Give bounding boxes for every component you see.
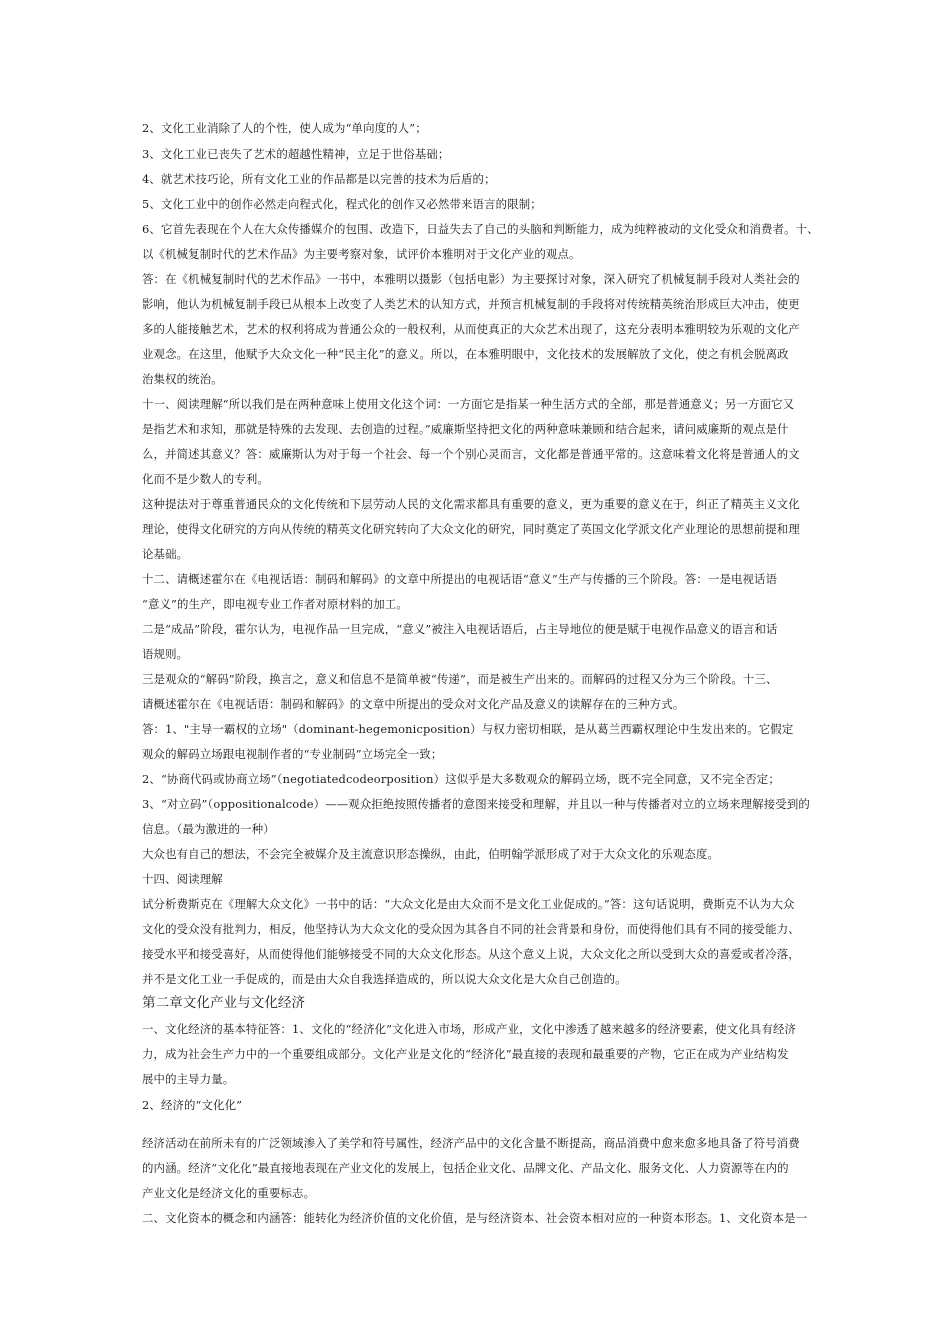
text-line: 以《机械复制时代的艺术作品》为主要考察对象，试评价本雅明对于文化产业的观点。 — [142, 247, 581, 261]
text-line: 十四、阅读理解 — [142, 872, 223, 886]
text-line: 试分析费斯克在《理解大众文化》一书中的话：“大众文化是由大众而不是文化工业促成的。”答：这句话说明，费斯克不认为大众 — [142, 897, 795, 911]
text-line: 理论，使得文化研究的方向从传统的精英文化研究转向了大众文化的研究，同时奠定了英国文化学派文化产业理论的思想前提和理 — [142, 522, 800, 536]
text-line: 力，成为社会生产力中的一个重要组成部分。文化产业是文化的“经济化”最直接的表现和最重要的产物，它正在成为产业结构发 — [142, 1047, 789, 1061]
text-line: 二、文化资本的概念和内涵答：能转化为经济价值的文化价值，是与经济资本、社会资本相对应的一种资本形态。1、文化资本是一 — [142, 1211, 808, 1225]
text-line: 3、文化工业已丧失了艺术的超越性精神，立足于世俗基础； — [142, 147, 450, 161]
text-line: 2、经济的“文化化” — [142, 1098, 243, 1112]
text-line: 接受水平和接受喜好，从而使得他们能够接受不同的大众文化形态。从这个意义上说，大众文化之所以受到大众的喜爱或者冷落， — [142, 947, 800, 961]
text-line: 大众也有自己的想法，不会完全被媒介及主流意识形态操纵，由此，伯明翰学派形成了对于大众文化的乐观态度。 — [142, 847, 720, 861]
text-line: 业观念。在这里，他赋予大众文化一种“民主化”的意义。所以，在本雅明眼中，文化技术的发展解放了文化，使之有机会脱离政 — [142, 347, 789, 361]
text-line: 治集权的统治。 — [142, 372, 223, 386]
text-line: 语规则。 — [142, 647, 189, 661]
text-line: 答：在《机械复制时代的艺术作品》一书中，本雅明以摄影（包括电影）为主要探讨对象，深入研究了机械复制手段对人类社会的 — [142, 272, 800, 286]
text-line: 4、就艺术技巧论，所有文化工业的作品都是以完善的技术为后盾的； — [142, 172, 496, 186]
text-line: 并不是文化工业一手促成的，而是由大众自我选择造成的，所以说大众文化是大众自己创造的。 — [142, 972, 627, 986]
text-line: “意义”的生产，即电视专业工作者对原材料的加工。 — [142, 597, 408, 611]
text-line: 三是观众的“解码”阶段，换言之，意义和信息不是简单被“传递”，而是被生产出来的。而解码的过程又分为三个阶段。十三、 — [142, 672, 778, 686]
text-line: 二是“成品”阶段，霍尔认为，电视作品一旦完成，“意义”被注入电视话语后，占主导地位的便是赋于电视作品意义的语言和话 — [142, 622, 778, 636]
text-line: 2、“协商代码或协商立场”（negotiatedcodeorposition）这似乎是大多数观众的解码立场，既不完全同意，又不完全否定； — [142, 772, 780, 786]
text-line: 经济活动在前所未有的广泛领域渗入了美学和符号属性，经济产品中的文化含量不断提高，商品消费中愈来愈多地具备了符号消费 — [142, 1136, 800, 1150]
text-line: 产业文化是经济文化的重要标志。 — [142, 1186, 316, 1200]
text-line: 化而不是少数人的专利。 — [142, 472, 269, 486]
text-line: 请概述霍尔在《电视话语：制码和解码》的文章中所提出的受众对文化产品及意义的读解存在的三种方式。 — [142, 697, 685, 711]
text-line: 6、它首先表现在个人在大众传播媒介的包围、改造下，日益失去了自己的头脑和判断能力，成为纯粹被动的文化受众和消费者。十、 — [142, 222, 819, 236]
text-line: 信息。（最为激进的一种） — [142, 822, 275, 836]
text-line: 十二、请概述霍尔在《电视话语：制码和解码》的文章中所提出的电视话语“意义”生产与传播的三个阶段。答：一是电视话语 — [142, 572, 778, 586]
text-line: 观众的解码立场跟电视制作者的“专业制码”立场完全一致； — [142, 747, 443, 761]
text-line: 论基础。 — [142, 547, 189, 561]
text-line: 一、文化经济的基本特征答：1、文化的“经济化”文化进入市场，形成产业，文化中渗透了越来越多的经济要素，使文化具有经济 — [142, 1022, 797, 1036]
text-line: 是指艺术和求知，那就是特殊的去发现、去创造的过程。”威廉斯坚持把文化的两种意味兼顾和结合起来，请问威廉斯的观点是什 — [142, 422, 789, 436]
text-line: 2、文化工业消除了人的个性，使人成为“单向度的人”； — [142, 121, 427, 135]
text-line: 多的人能接触艺术，艺术的权利将成为普通公众的一般权利，从而使真正的大众艺术出现了，这充分表明本雅明较为乐观的文化产 — [142, 322, 800, 336]
text-line: 影响，他认为机械复制手段已从根本上改变了人类艺术的认知方式，并预言机械复制的手段将对传统精英统治形成巨大冲击，使更 — [142, 297, 800, 311]
text-line: 十一、阅读理解“所以我们是在两种意味上使用文化这个词：一方面它是指某一种生活方式的全部，那是普通意义；另一方面它又 — [142, 397, 795, 411]
text-line: 3、“对立码”（oppositionalcode）——观众拒绝按照传播者的意图来接受和理解，并且以一种与传播者对立的立场来理解接受到的 — [142, 797, 810, 811]
text-line: 5、文化工业中的创作必然走向程式化，程式化的创作又必然带来语言的限制； — [142, 197, 542, 211]
text-line: 这种提法对于尊重普通民众的文化传统和下层劳动人民的文化需求都具有重要的意义，更为重要的意义在于，纠正了精英主义文化 — [142, 497, 800, 511]
text-line: 展中的主导力量。 — [142, 1072, 235, 1086]
text-line: 文化的受众没有批判力，相反，他坚持认为大众文化的受众因为其各自不同的社会背景和身份，而使得他们具有不同的接受能力、 — [142, 922, 800, 936]
text-line: 的内涵。经济“文化化”最直接地表现在产业文化的发展上，包括企业文化、品牌文化、产品文化、服务文化、人力资源等在内的 — [142, 1161, 789, 1175]
text-line: 答：1、"主导一霸权的立场"（dominant-hegemonicposition）与权力密切相联，是从葛兰西霸权理论中生发出来的。它假定 — [142, 722, 794, 736]
chapter-heading: 第二章文化产业与文化经济 — [142, 995, 306, 1011]
text-line: 么，并简述其意义？答：威廉斯认为对于每一个社会、每一个个别心灵而言，文化都是普通平常的。这意味着文化将是普通人的文 — [142, 447, 800, 461]
